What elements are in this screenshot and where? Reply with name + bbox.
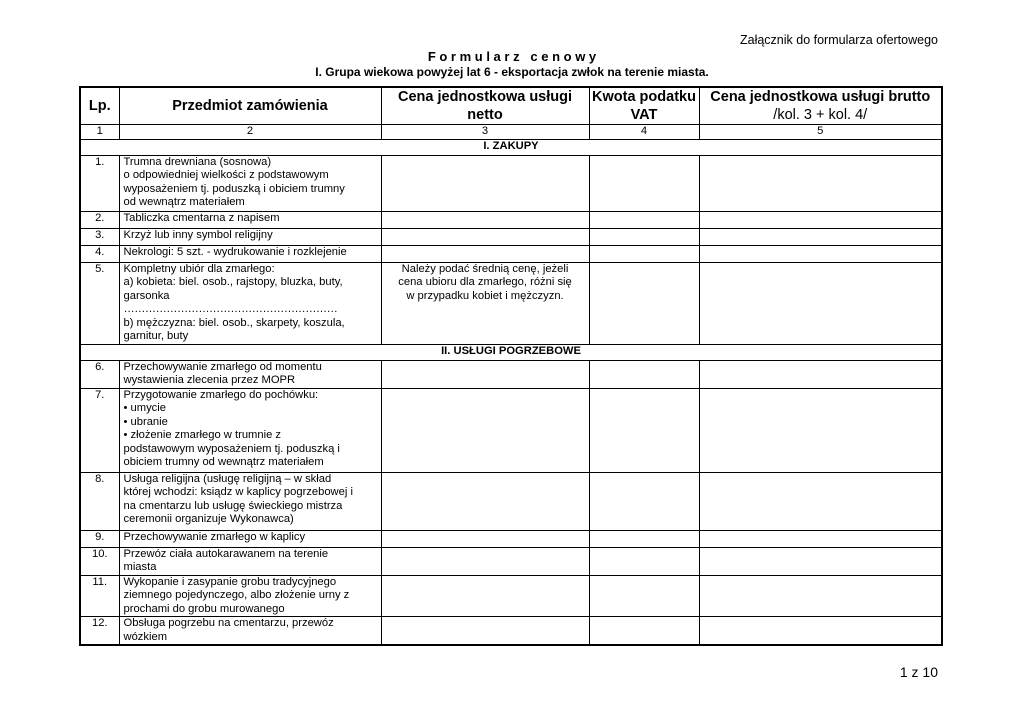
item-description [119,360,381,388]
item-description [119,547,381,575]
note-line: Należy podać średnią cenę, jeżeli [401,262,569,275]
column-number: 2 [119,125,381,140]
column-number: 3 [381,125,589,140]
vat-cell[interactable] [589,617,699,646]
note-line: w przypadku kobiet i mężczyzn. [406,289,564,302]
description-line: • umycie [123,402,166,414]
item-description [119,388,381,472]
description-line: Wykopanie i zasypanie grobu tradycyjnego [123,575,337,588]
section-title: II. USŁUGI POGRZEBOWE [80,344,942,360]
form-title [0,49,1024,64]
description-line: b) mężczyzna: biel. osob., skarpety, koszula, [123,316,345,329]
gross-price-cell[interactable] [699,155,942,211]
header-subject: Przedmiot zamówienia [119,87,381,125]
net-price-cell[interactable] [381,388,589,472]
column-number: 5 [699,125,942,140]
vat-cell[interactable] [589,547,699,575]
net-price-cell[interactable] [381,547,589,575]
vat-cell[interactable] [589,228,699,245]
description-line: Usługa religijna (usługę religijną – w skład [123,472,332,485]
description-line: …………………………………………………… [123,303,338,315]
column-number: 4 [589,125,699,140]
row-number: 9. [80,530,119,547]
description-line: podstawowym wyposażeniem tj. poduszką i [123,442,340,455]
item-description [119,155,381,211]
description-line: wózkiem [123,630,168,643]
item-description [119,211,381,228]
table-row [80,575,942,617]
net-price-cell[interactable] [381,575,589,617]
table-row [80,472,942,530]
form-title-text: F o r m u l a r z c e n o w y [427,49,597,64]
row-number: 8. [80,472,119,530]
gross-price-cell[interactable] [699,547,942,575]
vat-cell[interactable] [589,155,699,211]
net-price-cell[interactable] [381,228,589,245]
description-line: obiciem trumny od wewnątrz materiałem [123,456,324,468]
vat-cell[interactable] [589,211,699,228]
header-net-price: Cena jednostkowa usługi netto [381,87,589,125]
row-number: 2. [80,211,119,228]
vat-cell[interactable] [589,262,699,344]
description-line: • ubranie [123,415,168,428]
column-numbers-row [80,125,942,140]
gross-price-cell[interactable] [699,262,942,344]
header-vat: Kwota podatku VAT [589,87,699,125]
table-row [80,530,942,547]
item-description [119,617,381,646]
table-row [80,617,942,646]
description-line: Krzyż lub inny symbol religijny [123,228,273,241]
item-description [119,262,381,344]
description-line: wystawienia zlecenia przez MOPR [123,374,296,386]
row-number: 7. [80,388,119,472]
row-number: 12. [80,617,119,646]
gross-price-cell[interactable] [699,530,942,547]
net-price-cell[interactable] [381,360,589,388]
description-line: której wchodzi: ksiądz w kaplicy pogrzebowej i [123,486,353,498]
description-line: ceremonii organizuje Wykonawca) [123,513,294,525]
table-row [80,360,942,388]
section-title: I. ZAKUPY [80,139,942,155]
net-price-cell[interactable] [381,262,589,344]
header-lp: Lp. [80,87,119,125]
item-description [119,228,381,245]
vat-cell[interactable] [589,360,699,388]
description-line: Tabliczka cmentarna z napisem [123,211,280,224]
row-number: 5. [80,262,119,344]
vat-cell[interactable] [589,530,699,547]
description-line: garsonka [123,289,170,302]
row-number: 11. [80,575,119,617]
table-row [80,155,942,211]
header-gross-price [699,87,942,125]
description-line: miasta [123,561,157,573]
table-row [80,388,942,472]
vat-cell[interactable] [589,245,699,262]
net-price-cell[interactable] [381,617,589,646]
description-line: prochami do grobu murowanego [123,602,285,615]
note-line: cena ubioru dla zmarłego, różni się [398,276,572,288]
gross-price-cell[interactable] [699,575,942,617]
header-row [80,87,942,125]
gross-price-cell[interactable] [699,472,942,530]
header-gross-price-title: Cena jednostkowa usługi brutto [710,89,931,105]
form-subtitle: I. Grupa wiekowa powyżej lat 6 - eksportacja zwłok na terenie miasta. [315,65,709,79]
description-line: • złożenie zmarłego w trumnie z [123,429,281,441]
table-row [80,211,942,228]
item-description [119,575,381,617]
description-line: a) kobieta: biel. osob., rajstopy, bluzka, buty, [123,276,343,288]
attachment-label: Załącznik do formularza ofertowego [739,33,938,47]
description-line: Przewóz ciała autokarawanem na terenie [123,547,329,560]
row-number: 10. [80,547,119,575]
net-price-cell[interactable] [381,530,589,547]
row-number: 6. [80,360,119,388]
vat-cell[interactable] [589,575,699,617]
gross-price-cell[interactable] [699,360,942,388]
gross-price-cell[interactable] [699,388,942,472]
table-row [80,262,942,344]
table-row [80,228,942,245]
gross-price-cell[interactable] [699,245,942,262]
item-description [119,530,381,547]
vat-cell[interactable] [589,472,699,530]
description-line: o odpowiedniej wielkości z podstawowym [123,169,329,181]
price-table [79,86,943,646]
net-price-cell[interactable] [381,211,589,228]
description-line: ziemnego pojedynczego, albo złożenie urny z [123,589,350,601]
description-line: Przechowywanie zmarłego w kaplicy [123,530,306,543]
item-description [119,245,381,262]
table-row [80,547,942,575]
vat-cell[interactable] [589,388,699,472]
column-number: 1 [80,125,119,140]
description-line: Kompletny ubiór dla zmarłego: [123,262,275,275]
table-row [80,245,942,262]
item-description [119,472,381,530]
description-line: Przygotowanie zmarłego do pochówku: [123,388,319,401]
section-funeral-services [80,344,942,360]
row-number: 4. [80,245,119,262]
description-line: Trumna drewniana (sosnowa) [123,155,272,168]
gross-price-cell[interactable] [699,211,942,228]
description-line: garnitur, buty [123,330,189,342]
description-line: od wewnątrz materiałem [123,196,245,208]
description-line: Nekrologi: 5 szt. - wydrukowanie i rozklejenie [123,245,347,258]
description-line: wyposażeniem tj. poduszką i obiciem trumny [123,182,345,195]
gross-price-cell[interactable] [699,228,942,245]
description-line: na cmentarzu lub usługę świeckiego mistrza [123,499,343,512]
description-line: Przechowywanie zmarłego od momentu [123,360,322,373]
net-price-cell[interactable] [381,245,589,262]
gross-price-cell[interactable] [699,617,942,646]
section-purchases [80,139,942,155]
row-number: 3. [80,228,119,245]
header-gross-price-formula: /kol. 3 + kol. 4/ [773,107,868,123]
description-line: Obsługa pogrzebu na cmentarzu, przewóz [123,617,334,629]
page-number: 1 z 10 [899,664,938,680]
net-price-cell[interactable] [381,155,589,211]
net-price-cell[interactable] [381,472,589,530]
row-number: 1. [80,155,119,211]
